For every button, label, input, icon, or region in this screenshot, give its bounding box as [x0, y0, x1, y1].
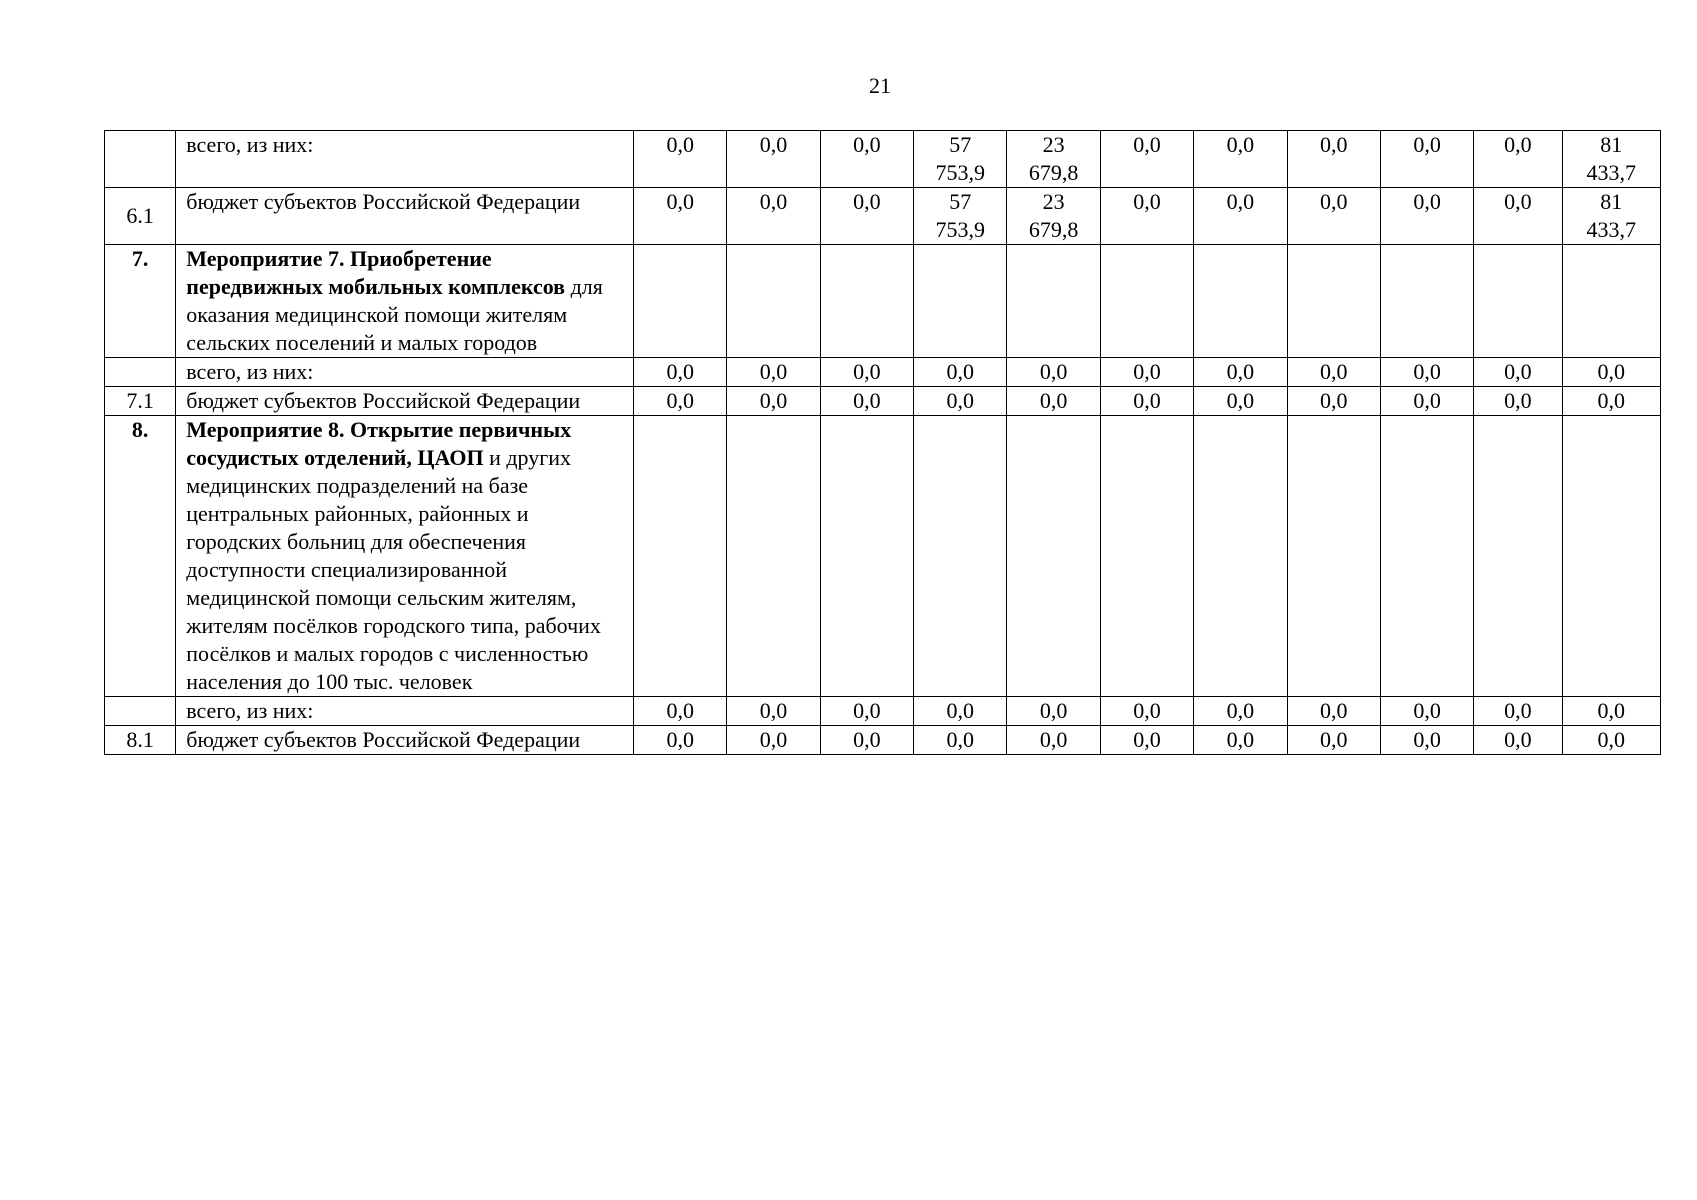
value-cell	[820, 416, 913, 697]
value-text: 0,0	[946, 698, 975, 723]
value-cell	[1474, 416, 1562, 697]
value-cell	[1474, 726, 1562, 755]
value-text: 0,0	[1504, 189, 1532, 214]
value-cell	[1562, 188, 1660, 245]
value-text: 0,0	[666, 388, 694, 413]
value-cell	[1007, 416, 1100, 697]
value-cell	[820, 387, 913, 416]
value-cell	[1287, 387, 1380, 416]
value-cell	[914, 358, 1007, 387]
value-cell	[1007, 358, 1100, 387]
value-cell	[1287, 131, 1380, 188]
value-text: 0,0	[853, 698, 881, 723]
value-cell	[1287, 245, 1380, 358]
value-cell	[820, 358, 913, 387]
value-cell	[634, 387, 727, 416]
value-text: 0,0	[1504, 132, 1532, 157]
value-cell	[1562, 131, 1660, 188]
value-cell	[820, 245, 913, 358]
value-cell	[634, 416, 727, 697]
row-description	[176, 387, 634, 416]
row-description	[176, 697, 634, 726]
value-cell	[1474, 245, 1562, 358]
value-text: 0,0	[1597, 359, 1626, 384]
value-text: 0,0	[759, 132, 788, 157]
table-row	[105, 131, 1661, 188]
row-number	[105, 131, 176, 188]
page-number: 21	[869, 73, 891, 98]
value-cell	[914, 726, 1007, 755]
value-cell	[727, 131, 820, 188]
row-description	[176, 245, 634, 358]
value-text: 0,0	[1413, 132, 1441, 157]
value-cell	[1007, 697, 1100, 726]
value-text: 0,0	[1226, 727, 1255, 752]
value-text: 0,0	[666, 727, 694, 752]
value-cell	[1194, 358, 1287, 387]
value-text: 0,0	[1504, 359, 1532, 384]
row-label: всего, из них:	[186, 698, 314, 723]
value-text: 753,9	[935, 217, 986, 242]
table-row	[105, 697, 1661, 726]
value-text: 0,0	[1504, 727, 1532, 752]
value-text: 57	[949, 189, 972, 214]
value-cell	[1007, 387, 1100, 416]
value-cell	[1100, 358, 1193, 387]
value-text: 0,0	[1039, 727, 1068, 752]
value-text: 0,0	[666, 132, 694, 157]
row-number: 6.1	[105, 188, 176, 245]
value-text: 0,0	[1413, 189, 1441, 214]
value-cell	[914, 188, 1007, 245]
value-cell	[1380, 245, 1473, 358]
value-cell	[1380, 387, 1473, 416]
value-text: 0,0	[1413, 388, 1441, 413]
value-text: 0,0	[759, 359, 788, 384]
value-text: 753,9	[935, 160, 986, 185]
value-cell	[1100, 245, 1193, 358]
value-cell	[1380, 188, 1473, 245]
value-text: 0,0	[1319, 727, 1348, 752]
value-text: 0,0	[853, 132, 881, 157]
value-text: 0,0	[1226, 132, 1255, 157]
value-cell	[1194, 131, 1287, 188]
value-cell	[820, 726, 913, 755]
value-text: 0,0	[666, 189, 694, 214]
value-cell	[1562, 387, 1660, 416]
value-cell	[1474, 387, 1562, 416]
row-label: бюджет субъектов Российской Федерации	[186, 189, 581, 214]
value-text: 0,0	[1319, 359, 1348, 384]
value-cell	[1380, 358, 1473, 387]
value-cell	[1194, 726, 1287, 755]
value-text: 0,0	[666, 698, 694, 723]
value-cell	[634, 726, 727, 755]
value-cell	[634, 131, 727, 188]
value-cell	[727, 188, 820, 245]
value-cell	[1007, 245, 1100, 358]
value-cell	[1380, 697, 1473, 726]
value-text: 0,0	[946, 359, 975, 384]
value-cell	[1287, 697, 1380, 726]
value-cell	[1007, 726, 1100, 755]
value-cell	[1562, 416, 1660, 697]
value-text: 0,0	[1039, 359, 1068, 384]
value-text: 0,0	[853, 388, 881, 413]
row-description	[176, 131, 634, 188]
value-text: 0,0	[1413, 727, 1441, 752]
row-label: бюджет субъектов Российской Федерации	[186, 727, 581, 752]
value-cell	[1100, 697, 1193, 726]
value-cell	[1194, 188, 1287, 245]
table-row	[105, 726, 1661, 755]
value-text: 0,0	[946, 727, 975, 752]
table-row	[105, 416, 1661, 697]
value-text: 0,0	[1319, 132, 1348, 157]
value-text: 0,0	[1133, 698, 1161, 723]
value-cell	[1380, 131, 1473, 188]
value-text: 0,0	[946, 388, 975, 413]
value-cell	[634, 358, 727, 387]
measure-title: Мероприятие 8. Открытие первичных сосудистых отделений, ЦАОП	[186, 417, 572, 470]
value-text: 0,0	[1133, 727, 1161, 752]
row-number	[105, 358, 176, 387]
value-text: 0,0	[1133, 359, 1161, 384]
value-cell	[1562, 358, 1660, 387]
value-cell	[820, 131, 913, 188]
row-number: 7.	[105, 245, 176, 358]
value-cell	[1287, 358, 1380, 387]
value-text: 23	[1042, 132, 1065, 157]
value-text: 0,0	[1597, 727, 1626, 752]
value-text: 0,0	[1039, 388, 1068, 413]
value-cell	[727, 245, 820, 358]
value-cell	[634, 245, 727, 358]
value-text: 0,0	[1039, 698, 1068, 723]
table-row	[105, 245, 1661, 358]
value-cell	[914, 387, 1007, 416]
value-cell	[1100, 387, 1193, 416]
value-cell	[727, 726, 820, 755]
value-cell	[914, 131, 1007, 188]
value-cell	[914, 697, 1007, 726]
value-cell	[727, 697, 820, 726]
value-cell	[1100, 131, 1193, 188]
row-label: для оказания медицинской помощи жителям сельских поселений и малых городов	[186, 274, 603, 355]
value-cell	[1100, 726, 1193, 755]
value-text: 0,0	[1413, 359, 1441, 384]
value-text: 0,0	[1597, 698, 1626, 723]
value-cell	[1194, 387, 1287, 416]
value-text: 0,0	[1504, 698, 1532, 723]
value-cell	[1380, 726, 1473, 755]
value-text: 23	[1042, 189, 1065, 214]
row-label: и других медицинских подразделений на базе центральных районных, районных и городских больниц для обеспечения доступности специализированной медицинской помощи сельским жителям, жителям посёлков городского типа, рабочих посёлков и малых городов с численностью населения до 100 тыс. человек	[186, 445, 601, 694]
row-description	[176, 726, 634, 755]
value-cell	[1007, 131, 1100, 188]
value-text: 0,0	[759, 388, 788, 413]
value-text: 433,7	[1586, 217, 1637, 242]
value-text: 0,0	[853, 359, 881, 384]
value-cell	[914, 416, 1007, 697]
table-row	[105, 188, 1661, 245]
value-cell	[1007, 188, 1100, 245]
value-text: 0,0	[759, 727, 788, 752]
value-cell	[634, 188, 727, 245]
value-cell	[1474, 697, 1562, 726]
value-text: 0,0	[1226, 359, 1255, 384]
row-label: всего, из них:	[186, 132, 314, 157]
value-cell	[1380, 416, 1473, 697]
value-text: 0,0	[1133, 388, 1161, 413]
value-cell	[1474, 188, 1562, 245]
value-text: 679,8	[1028, 217, 1079, 242]
value-text: 0,0	[1226, 189, 1255, 214]
value-cell	[820, 697, 913, 726]
value-cell	[1562, 245, 1660, 358]
value-text: 433,7	[1586, 160, 1637, 185]
value-cell	[1100, 416, 1193, 697]
value-text: 0,0	[666, 359, 694, 384]
value-text: 0,0	[853, 189, 881, 214]
value-text: 0,0	[1133, 132, 1161, 157]
value-text: 81	[1600, 132, 1623, 157]
value-text: 0,0	[759, 698, 788, 723]
measure-title: Мероприятие 7. Приобретение передвижных мобильных комплексов	[186, 246, 566, 299]
value-text: 679,8	[1028, 160, 1079, 185]
value-cell	[914, 245, 1007, 358]
value-cell	[1562, 726, 1660, 755]
value-cell	[1474, 131, 1562, 188]
value-text: 0,0	[1226, 388, 1255, 413]
value-text: 0,0	[1413, 698, 1441, 723]
value-cell	[1474, 358, 1562, 387]
row-description	[176, 358, 634, 387]
value-text: 0,0	[1226, 698, 1255, 723]
value-cell	[727, 416, 820, 697]
value-text: 0,0	[1504, 388, 1532, 413]
value-text: 0,0	[1319, 189, 1348, 214]
table-row	[105, 358, 1661, 387]
value-cell	[1287, 416, 1380, 697]
value-cell	[1194, 245, 1287, 358]
value-cell	[1562, 697, 1660, 726]
row-number: 7.1	[105, 387, 176, 416]
value-cell	[1287, 726, 1380, 755]
value-cell	[634, 697, 727, 726]
budget-table	[104, 130, 1661, 755]
value-cell	[1287, 188, 1380, 245]
row-description	[176, 416, 634, 697]
row-number	[105, 697, 176, 726]
value-text: 57	[949, 132, 972, 157]
value-text: 0,0	[759, 189, 788, 214]
value-cell	[727, 387, 820, 416]
row-description	[176, 188, 634, 245]
row-number: 8.1	[105, 726, 176, 755]
value-text: 0,0	[853, 727, 881, 752]
value-text: 81	[1600, 189, 1623, 214]
value-cell	[1194, 697, 1287, 726]
value-cell	[1194, 416, 1287, 697]
value-cell	[727, 358, 820, 387]
value-cell	[1100, 188, 1193, 245]
value-text: 0,0	[1597, 388, 1626, 413]
value-text: 0,0	[1319, 698, 1348, 723]
value-text: 0,0	[1133, 189, 1161, 214]
row-label: бюджет субъектов Российской Федерации	[186, 388, 581, 413]
value-text: 0,0	[1319, 388, 1348, 413]
row-number: 8.	[105, 416, 176, 697]
table-row	[105, 387, 1661, 416]
value-cell	[820, 188, 913, 245]
row-label: всего, из них:	[186, 359, 314, 384]
